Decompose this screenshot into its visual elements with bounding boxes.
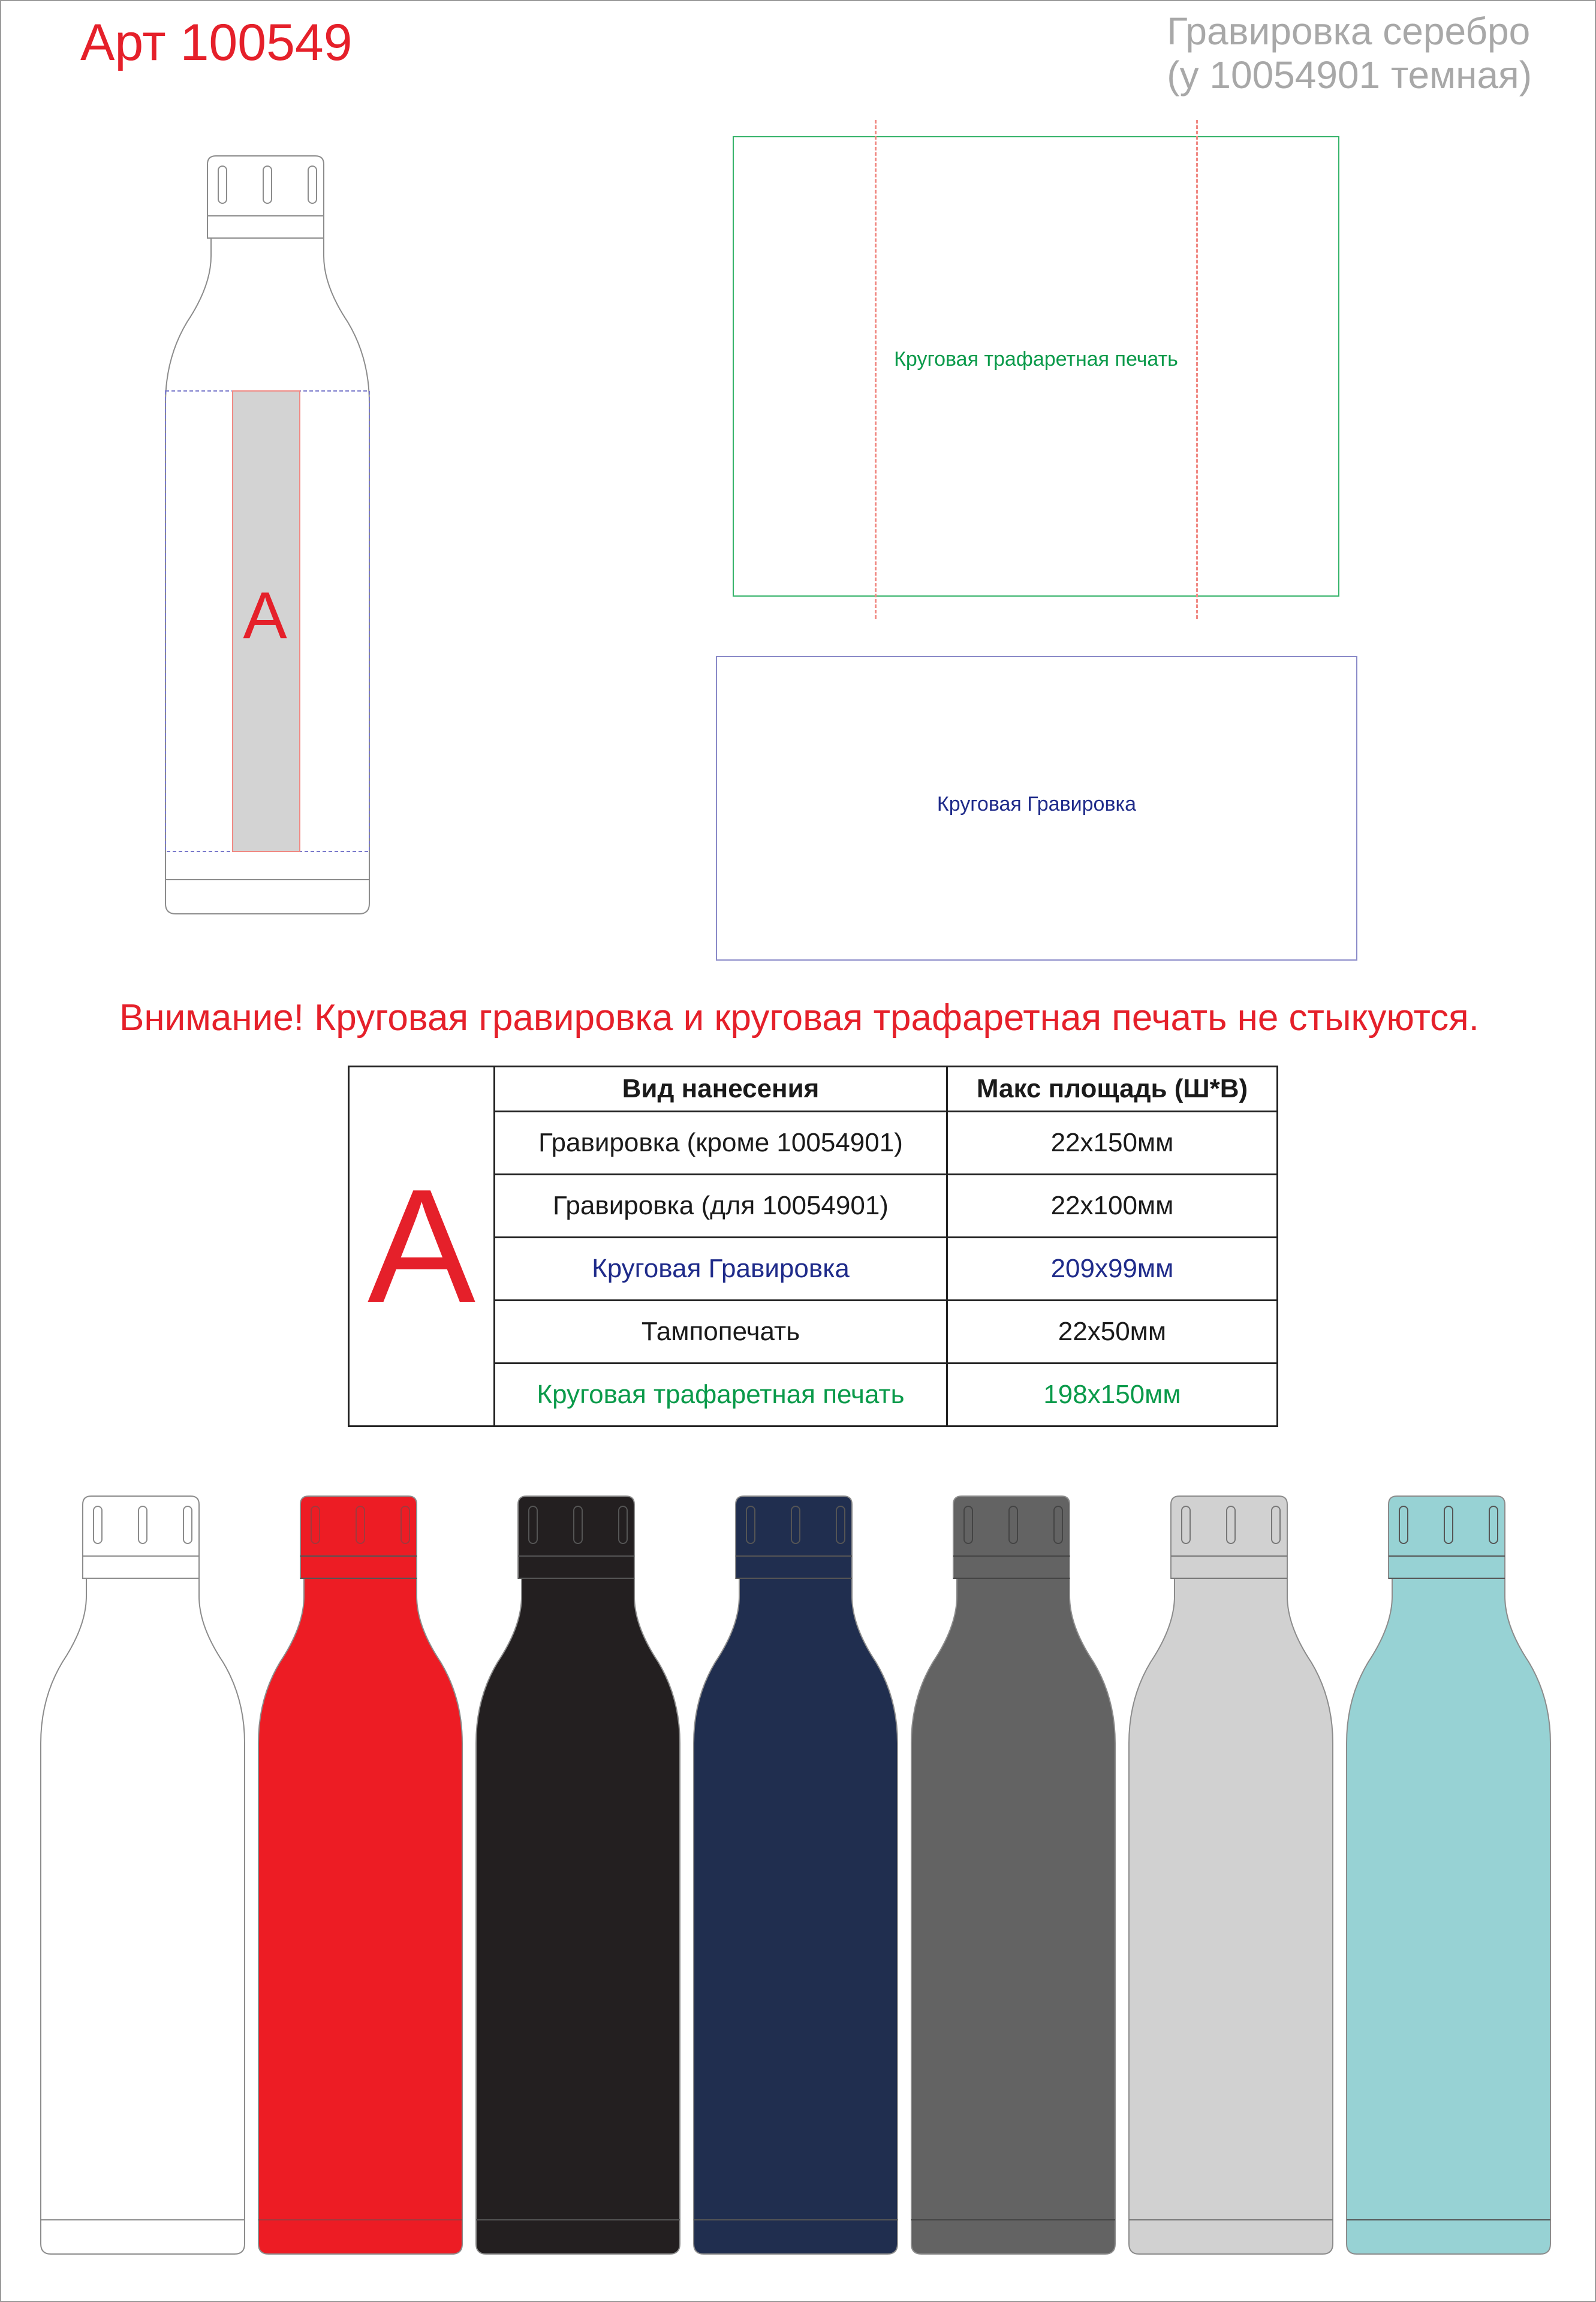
table-header-row — [349, 1067, 1278, 1112]
bottle-navy — [686, 1491, 905, 2259]
table-zone-letter: A — [349, 1067, 495, 1427]
method-cell: Тампопечать — [495, 1301, 947, 1364]
spec-table — [348, 1066, 1278, 1427]
main-bottle-drawing — [158, 151, 377, 919]
size-cell: 209x99мм — [947, 1238, 1278, 1301]
size-cell: 22x150мм — [947, 1112, 1278, 1175]
bottle-red — [251, 1491, 469, 2259]
method-cell: Гравировка (кроме 10054901) — [495, 1112, 947, 1175]
header-method: Вид нанесения — [495, 1067, 947, 1112]
bottle-dark-grey — [904, 1491, 1122, 2259]
bottle-white — [34, 1491, 252, 2259]
bottle-mint — [1339, 1491, 1558, 2259]
bottle-black — [469, 1491, 687, 2259]
method-cell: Гравировка (для 10054901) — [495, 1175, 947, 1238]
size-cell: 22x100мм — [947, 1175, 1278, 1238]
engraving-note — [1167, 10, 1532, 97]
size-cell: 198x150мм — [947, 1364, 1278, 1427]
article-number: Арт 100549 — [80, 14, 353, 71]
warning-text: Внимание! Круговая гравировка и круговая трафаретная печать не стыкуются. — [119, 997, 1479, 1039]
engraving-note-line2: (у 10054901 темная) — [1167, 53, 1532, 97]
bottle-light-grey — [1122, 1491, 1340, 2259]
engraving-note-line1: Гравировка серебро — [1167, 10, 1531, 53]
screen-print-label: Круговая трафаретная печать — [894, 348, 1178, 371]
print-zone-letter: A — [243, 579, 287, 652]
method-cell: Круговая Гравировка — [495, 1238, 947, 1301]
header-size: Макс площадь (Ш*В) — [947, 1067, 1278, 1112]
engrave-area-label: Круговая Гравировка — [936, 793, 1137, 816]
method-cell: Круговая трафаретная печать — [495, 1364, 947, 1427]
size-cell: 22x50мм — [947, 1301, 1278, 1364]
